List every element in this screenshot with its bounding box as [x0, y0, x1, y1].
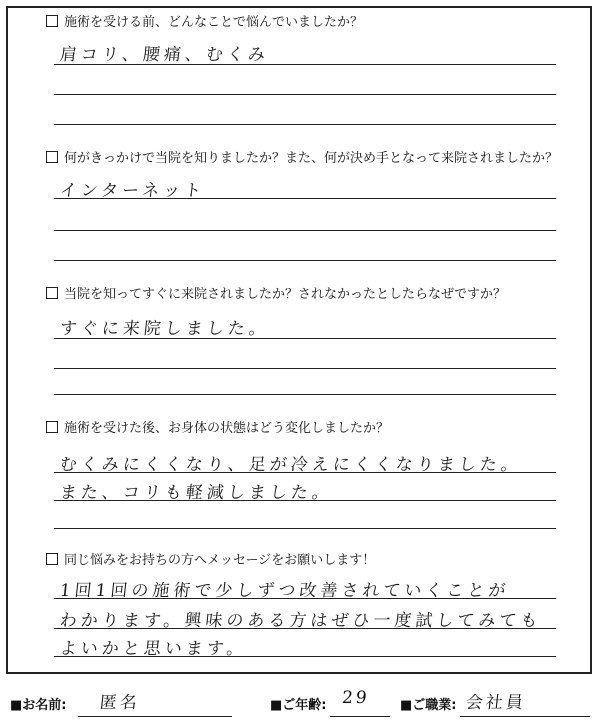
answer-rule — [54, 64, 556, 65]
answer-2-line-1: インターネット — [58, 181, 207, 201]
name-label: ■お名前: — [10, 698, 67, 713]
answer-rule — [54, 260, 556, 261]
answer-4-line-2: また、コリも軽減しました。 — [58, 483, 334, 503]
question-5-label: 同じ悩みをお持ちの方へメッセージをお願いします！ — [46, 552, 375, 570]
checkbox-icon — [46, 553, 58, 565]
checkbox-icon — [46, 287, 58, 299]
question-1 — [46, 14, 556, 130]
question-5 — [46, 552, 556, 668]
answer-rule — [54, 598, 556, 599]
name-value: 匿名 — [98, 693, 141, 713]
answer-rule — [54, 124, 556, 125]
answer-rule — [54, 528, 556, 529]
checkbox-icon — [46, 15, 58, 27]
question-2-label: 何がきっかけで当院を知りましたか？また、何が決め手となって来院されましたか？ — [46, 150, 558, 168]
occupation-underline — [460, 716, 590, 717]
answer-5-line-1: 1回1回の施術で少しずつ改善されていくことが — [58, 581, 511, 601]
occupation-value: 会社員 — [464, 693, 527, 713]
answer-rule — [54, 656, 556, 657]
checkbox-icon — [46, 151, 58, 163]
question-3 — [46, 286, 556, 402]
age-label: ■ご年齢: — [270, 698, 327, 713]
answer-1-line-1: 肩コリ、腰痛、むくみ — [58, 45, 270, 65]
answer-rule — [54, 628, 556, 629]
occupation-label: ■ご職業: — [400, 698, 457, 713]
question-3-label: 当院を知ってすぐに来院されましたか？されなかったとしたらなぜですか？ — [46, 286, 506, 304]
question-1-label: 施術を受ける前、どんなことで悩んでいましたか？ — [46, 14, 363, 32]
question-2 — [46, 150, 559, 266]
answer-rule — [54, 500, 556, 501]
age-value: 29 — [340, 688, 371, 708]
question-4-label: 施術を受けた後、お身体の状態はどう変化しましたか？ — [46, 420, 389, 438]
question-4 — [46, 420, 556, 536]
age-underline — [330, 716, 390, 717]
answer-5-line-2: わかります。興味のある方はぜひ一度試してみても — [58, 611, 543, 631]
answer-4-line-1: むくみにくくなり、足が冷えにくくなりました。 — [58, 455, 523, 475]
answer-rule — [54, 472, 556, 473]
answer-3-line-1: すぐに来院しました。 — [58, 319, 271, 339]
answer-rule — [54, 198, 556, 199]
answer-rule — [54, 368, 556, 369]
respondent-info — [0, 686, 600, 722]
answer-5-line-3: よいかと思います。 — [58, 639, 249, 659]
answer-rule — [54, 94, 556, 95]
name-underline — [78, 716, 232, 717]
answer-rule — [54, 394, 556, 395]
checkbox-icon — [46, 421, 58, 433]
answer-rule — [54, 338, 556, 339]
answer-rule — [54, 230, 556, 231]
